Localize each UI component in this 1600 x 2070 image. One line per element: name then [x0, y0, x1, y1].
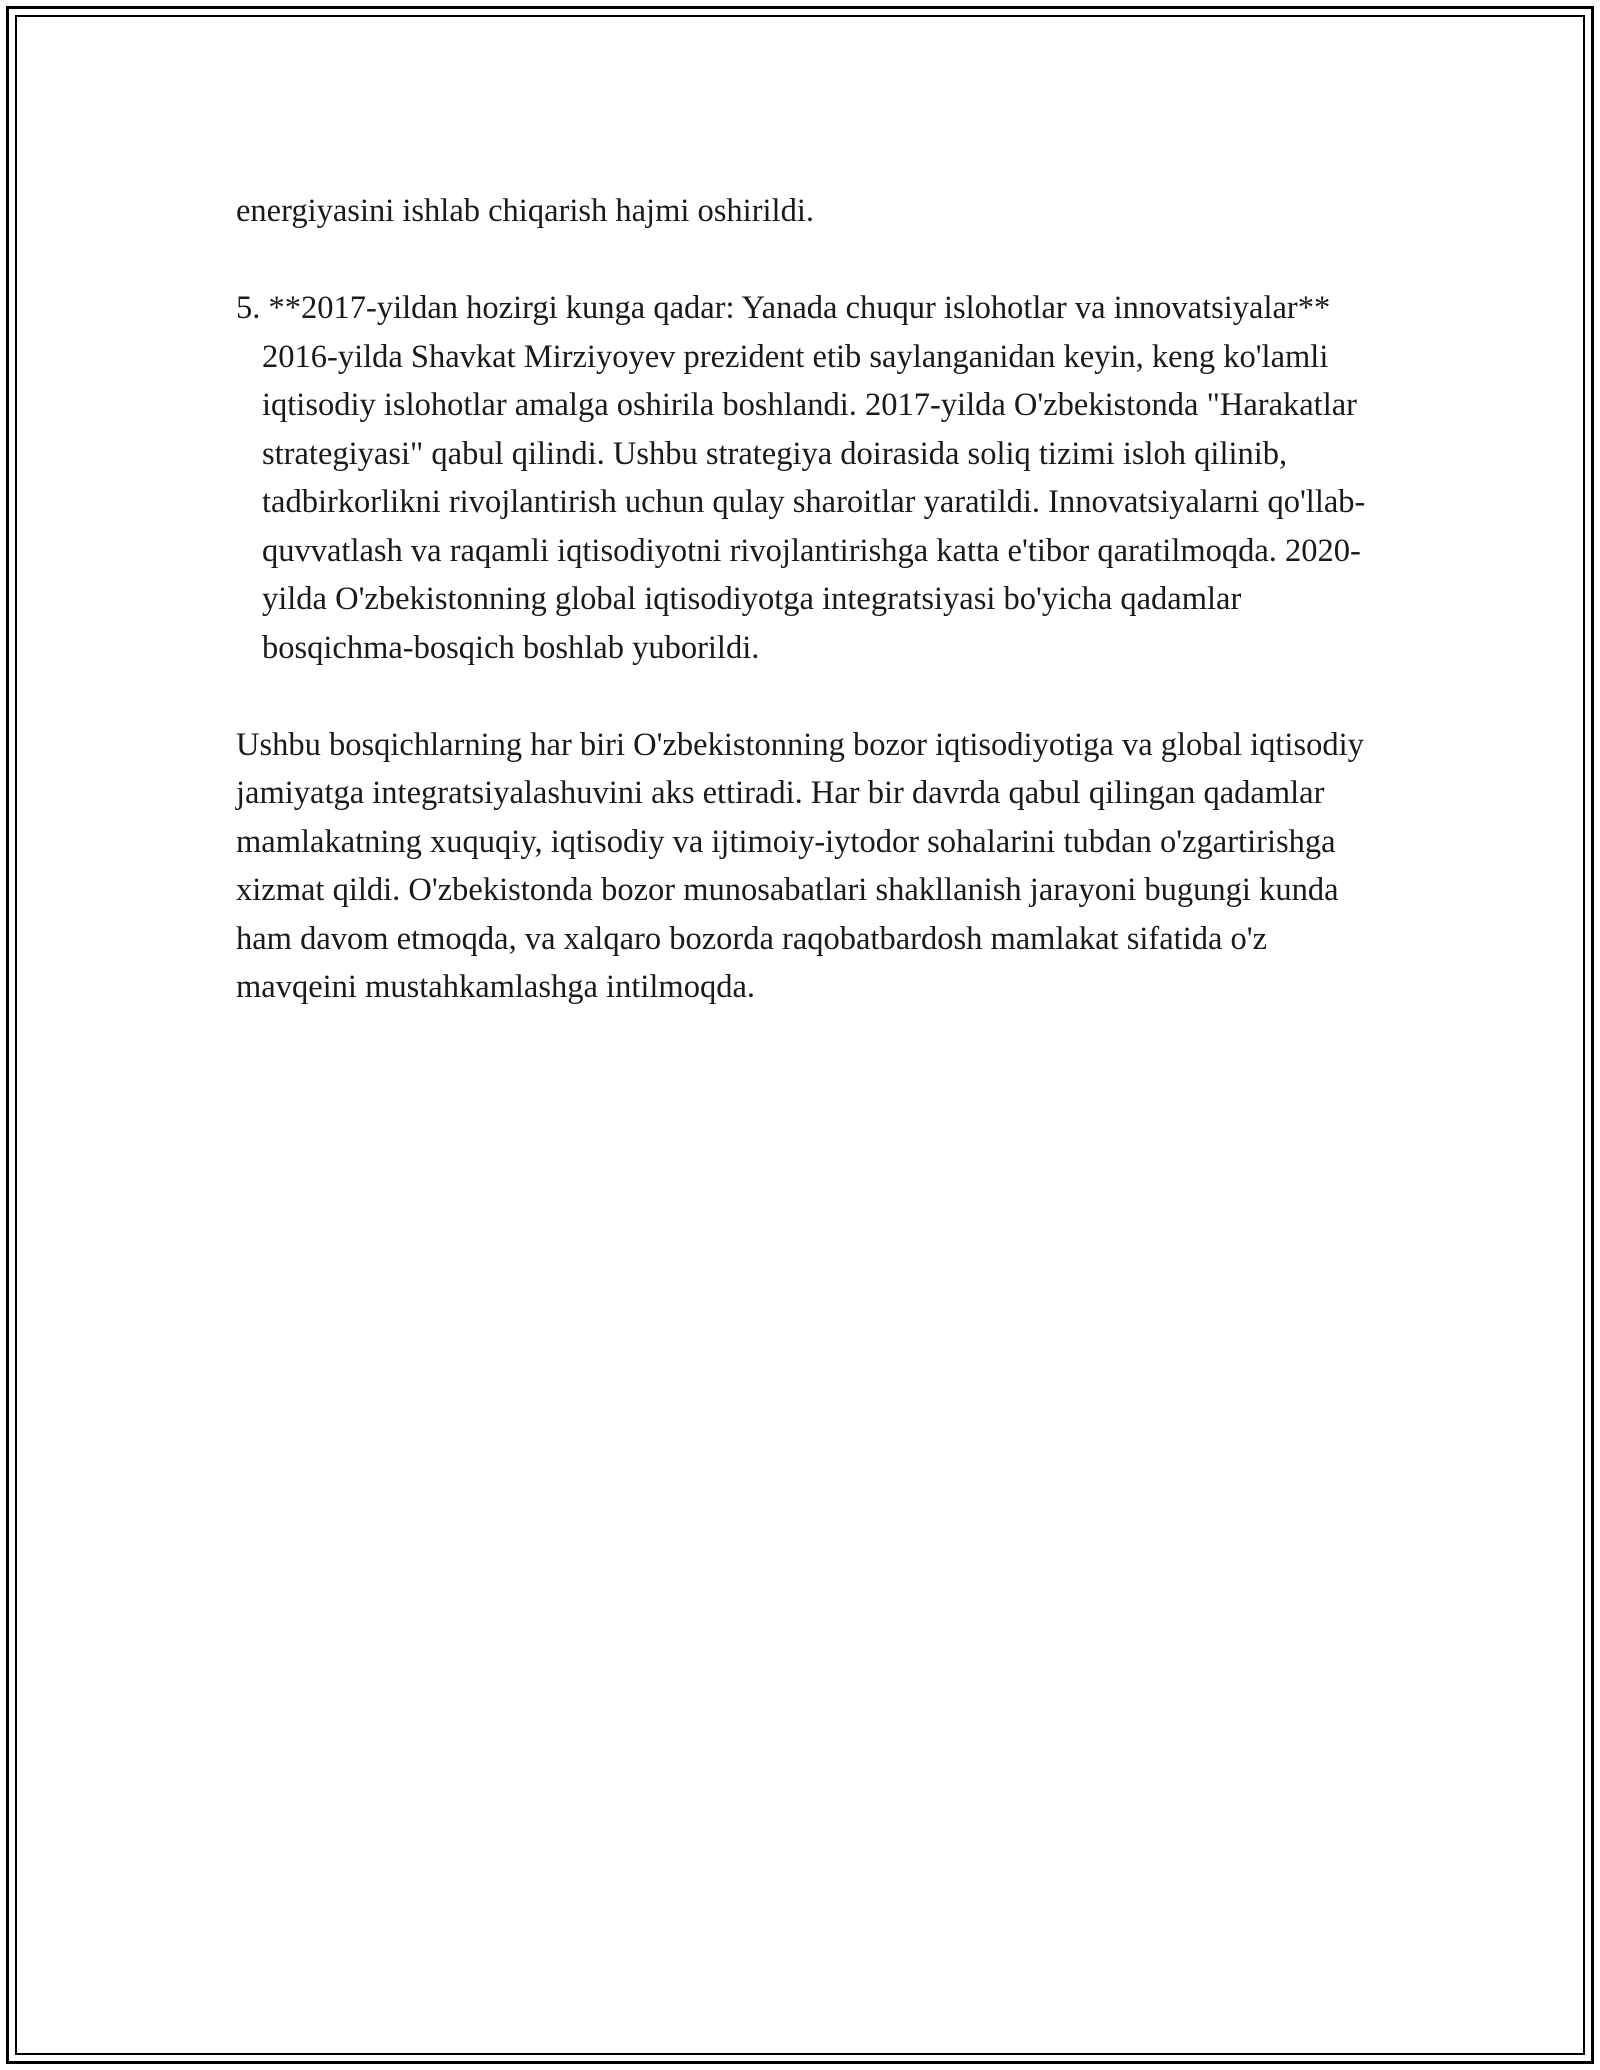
paragraph-gap — [236, 672, 1366, 721]
paragraph-gap — [236, 236, 1366, 285]
section-heading: 5. **2017-yildan hozirgi kunga qadar: Yanada chuqur islohotlar va innovatsiyalar** — [236, 290, 1331, 326]
document-body — [236, 187, 1366, 1012]
section-body-paragraph: 2016-yilda Shavkat Mirziyoyev prezident etib saylanganidan keyin, keng ko'lamli iqtisodiy islohotlar amalga oshirila boshlandi. 2017-yilda O'zbekistonda "Harakatlar strategiyasi" qabul qilindi. Ushbu strategiya doirasida soliq tizimi isloh qilinib, tadbirkorlikni rivojlantirish uchun qulay sharoitlar yaratildi. Innovatsiyalarni qo'llab-quvvatlash va raqamli iqtisodiyotni rivojlantirishga katta e'tibor qaratilmoqda. 2020-yilda O'zbekistonning global iqtisodiyotga integratsiyasi bo'yicha qadamlar bosqichma-bosqich boshlab yuborildi. — [262, 338, 1366, 666]
continuation-paragraph: energiyasini ishlab chiqarish hajmi oshirildi. — [236, 193, 814, 229]
conclusion-paragraph: Ushbu bosqichlarning har biri O'zbekistonning bozor iqtisodiyotiga va global iqtisodiy jamiyatga integratsiyalashuvini aks ettiradi. Har bir davrda qabul qilingan qadamlar mamlakatning xuquqiy, iqtisodiy va ijtimoiy-iytodor sohalarini tubdan o'zgartirishga xizmat qildi. O'zbekistonda bozor munosabatlari shakllanish jarayoni bugungi kunda ham davom etmoqda, va xalqaro bozorda raqobatbardosh mamlakat sifatida o'z mavqeini mustahkamlashga intilmoqda. — [236, 726, 1364, 1005]
